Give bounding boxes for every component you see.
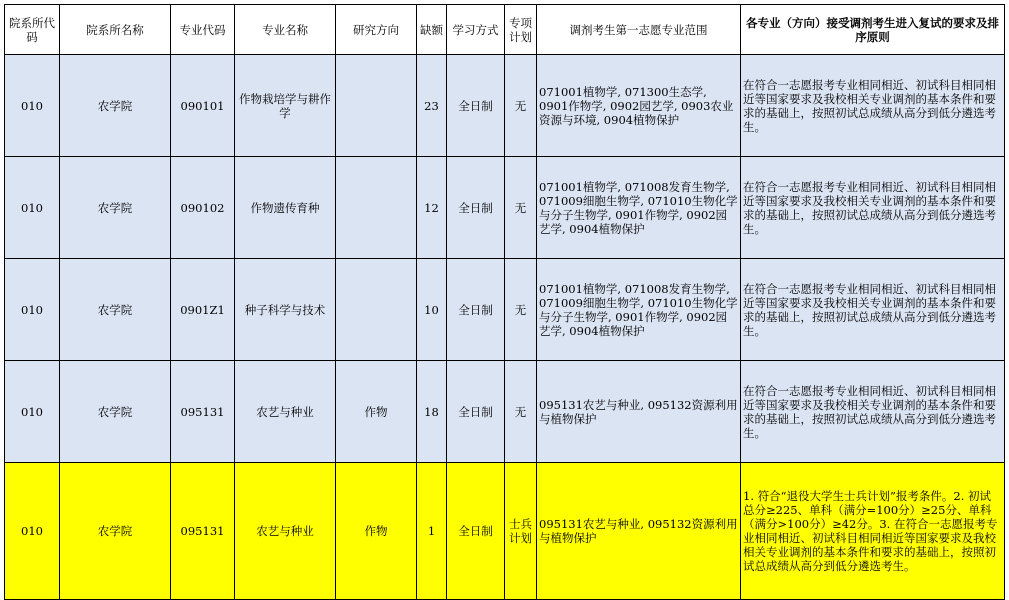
cell-special-plan: 无 (505, 361, 537, 463)
cell-study-mode: 全日制 (447, 55, 505, 157)
cell-direction: 作物 (336, 361, 417, 463)
cell-dept-name: 农学院 (60, 55, 171, 157)
cell-dept-code: 010 (5, 463, 60, 600)
cell-study-mode: 全日制 (447, 463, 505, 600)
cell-dept-name: 农学院 (60, 157, 171, 259)
cell-dept-name: 农学院 (60, 361, 171, 463)
cell-scope: 071001植物学, 071008发育生物学, 071009细胞生物学, 071010生物化学与分子生物学, 0901作物学, 0902园艺学, 0904植物保护 (537, 259, 741, 361)
cell-major-code: 095131 (171, 463, 235, 600)
cell-major-code: 095131 (171, 361, 235, 463)
cell-study-mode: 全日制 (447, 361, 505, 463)
cell-major-code: 090101 (171, 55, 235, 157)
table-row (5, 259, 1005, 361)
cell-dept-code: 010 (5, 55, 60, 157)
cell-special-plan: 无 (505, 55, 537, 157)
header-major-code: 专业代码 (171, 5, 235, 55)
cell-scope: 095131农艺与种业, 095132资源利用与植物保护 (537, 361, 741, 463)
cell-major-name: 种子科学与技术 (235, 259, 336, 361)
cell-vacancy: 12 (417, 157, 447, 259)
cell-requirements: 1. 符合“退役大学生士兵计划”报考条件。2. 初试总分≥225、单科（满分=100分）≥25分、单科（满分>100分）≥42分。3. 在符合一志愿报考专业相同相近、初试科目相同相近等国家要求及我校相关专业调剂的基本条件和要求的基础上，按照初试总成绩从高分到低分遴选考生。 (741, 463, 1005, 600)
cell-vacancy: 10 (417, 259, 447, 361)
cell-study-mode: 全日制 (447, 157, 505, 259)
cell-direction (336, 157, 417, 259)
cell-vacancy: 23 (417, 55, 447, 157)
cell-requirements: 在符合一志愿报考专业相同相近、初试科目相同相近等国家要求及我校相关专业调剂的基本条件和要求的基础上，按照初试总成绩从高分到低分遴选考生。 (741, 55, 1005, 157)
header-row (5, 5, 1005, 55)
table-row (5, 157, 1005, 259)
header-direction: 研究方向 (336, 5, 417, 55)
cell-scope: 071001植物学, 071008发育生物学, 071009细胞生物学, 071010生物化学与分子生物学, 0901作物学, 0902园艺学, 0904植物保护 (537, 157, 741, 259)
cell-major-name: 农艺与种业 (235, 463, 336, 600)
cell-dept-name: 农学院 (60, 463, 171, 600)
cell-special-plan: 士兵计划 (505, 463, 537, 600)
cell-requirements: 在符合一志愿报考专业相同相近、初试科目相同相近等国家要求及我校相关专业调剂的基本条件和要求的基础上，按照初试总成绩从高分到低分遴选考生。 (741, 361, 1005, 463)
cell-requirements: 在符合一志愿报考专业相同相近、初试科目相同相近等国家要求及我校相关专业调剂的基本条件和要求的基础上，按照初试总成绩从高分到低分遴选考生。 (741, 157, 1005, 259)
header-vacancy: 缺额 (417, 5, 447, 55)
cell-dept-code: 010 (5, 157, 60, 259)
cell-direction (336, 55, 417, 157)
header-major-name: 专业名称 (235, 5, 336, 55)
cell-vacancy: 18 (417, 361, 447, 463)
cell-scope: 095131农艺与种业, 095132资源利用与植物保护 (537, 463, 741, 600)
table-row (5, 55, 1005, 157)
cell-direction: 作物 (336, 463, 417, 600)
cell-major-name: 农艺与种业 (235, 361, 336, 463)
cell-direction (336, 259, 417, 361)
cell-dept-code: 010 (5, 259, 60, 361)
cell-dept-name: 农学院 (60, 259, 171, 361)
header-special-plan: 专项计划 (505, 5, 537, 55)
cell-major-code: 0901Z1 (171, 259, 235, 361)
cell-requirements: 在符合一志愿报考专业相同相近、初试科目相同相近等国家要求及我校相关专业调剂的基本条件和要求的基础上，按照初试总成绩从高分到低分遴选考生。 (741, 259, 1005, 361)
cell-vacancy: 1 (417, 463, 447, 600)
adjustment-table (4, 4, 1005, 600)
header-dept-name: 院系所名称 (60, 5, 171, 55)
table-row-highlighted (5, 463, 1005, 600)
header-requirements: 各专业（方向）接受调剂考生进入复试的要求及排序原则 (741, 5, 1005, 55)
cell-scope: 071001植物学, 071300生态学, 0901作物学, 0902园艺学, 0903农业资源与环境, 0904植物保护 (537, 55, 741, 157)
cell-major-code: 090102 (171, 157, 235, 259)
cell-dept-code: 010 (5, 361, 60, 463)
header-dept-code: 院系所代码 (5, 5, 60, 55)
cell-special-plan: 无 (505, 259, 537, 361)
header-study-mode: 学习方式 (447, 5, 505, 55)
header-scope: 调剂考生第一志愿专业范围 (537, 5, 741, 55)
cell-major-name: 作物遗传育种 (235, 157, 336, 259)
cell-special-plan: 无 (505, 157, 537, 259)
cell-study-mode: 全日制 (447, 259, 505, 361)
cell-major-name: 作物栽培学与耕作学 (235, 55, 336, 157)
table-row (5, 361, 1005, 463)
